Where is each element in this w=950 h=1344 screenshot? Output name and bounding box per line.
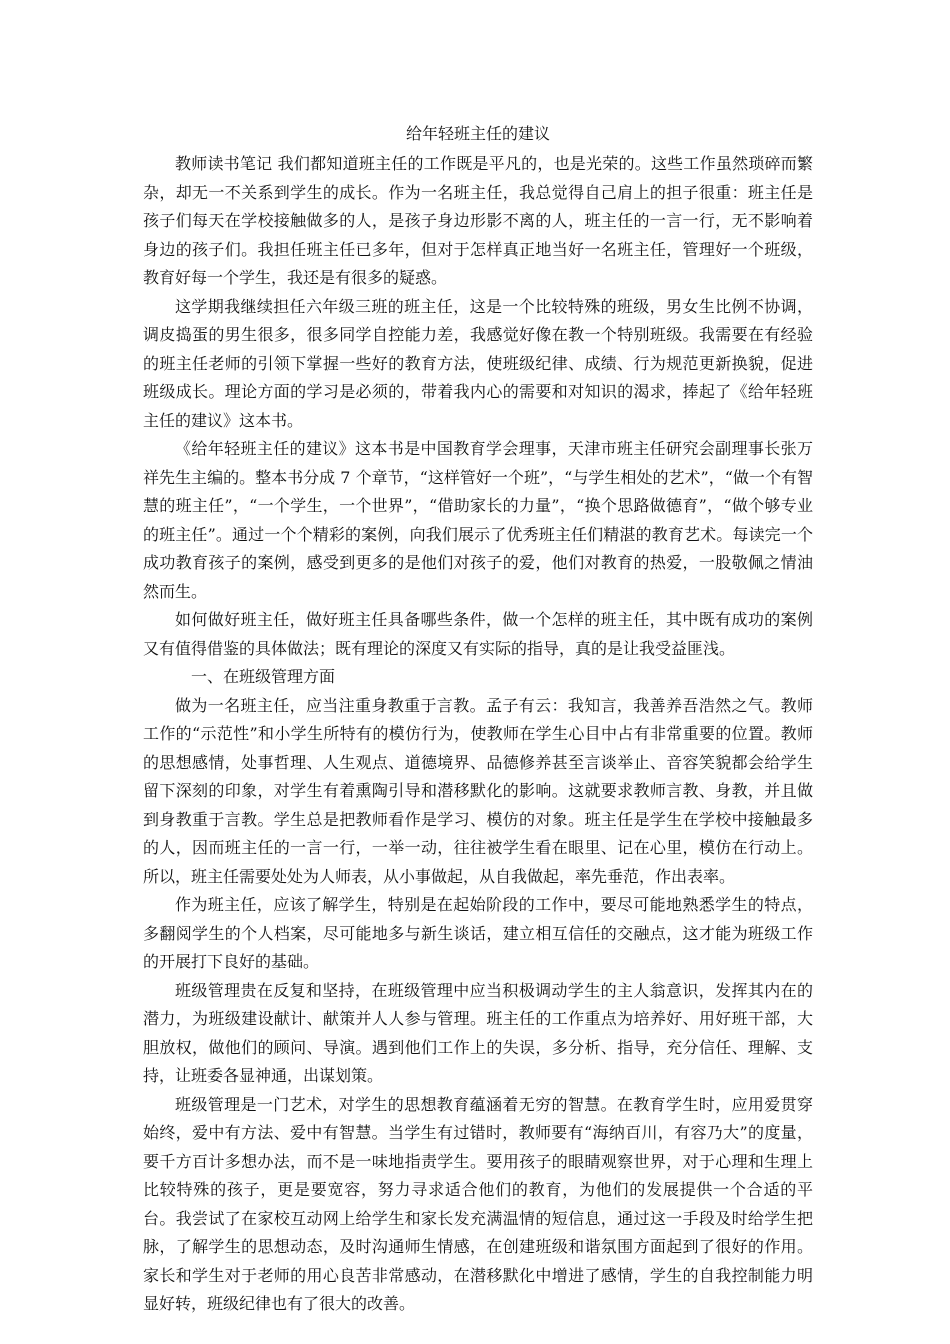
paragraph-lead-by-example: 做为一名班主任，应当注重身教重于言教。孟子有云：我知言，我善养吾浩然之气。教师工作的“示范性”和小学生所特有的模仿行为，使教师在学生心目中占有非常重要的位置。教师的思想感情，处事哲理、人生观点、道德境界、品德修养甚至言谈举止、音容笑貌都会给学生留下深刻的印象，对学生有着熏陶引导和潜移默化的影响。这就要求教师言教、身教，并且做到身教重于言教。学生总是把教师看作是学习、模仿的对象。班主任是学生在学校中接触最多的人，因而班主任的一言一行，一举一动，往往被学生看在眼里、记在心里，模仿在行动上。所以，班主任需要处处为人师表，从小事做起，从自我做起，率先垂范，作出表率。 (143, 695, 813, 886)
paragraph-benefit: 如何做好班主任，做好班主任具备哪些条件，做一个怎样的班主任，其中既有成功的案例又有值得借鉴的具体做法；既有理论的深度又有实际的指导，真的是让我受益匪浅。 (143, 610, 813, 658)
section-heading: 一、在班级管理方面 (191, 667, 336, 686)
paragraph-class-situation: 这学期我继续担任六年级三班的班主任，这是一个比较特殊的班级，男女生比例不协调，调皮捣蛋的男生很多，很多同学自控能力差，我感觉好像在教一个特别班级。我需要在有经验的班主任老师的引领下掌握一些好的教育方法，使班级纪律、成绩、行为规范更新换貌，促进班级成长。理论方面的学习是必须的，带着我内心的需要和对知识的渴求，捧起了《给年轻班主任的建议》这本书。 (143, 296, 813, 430)
paragraph-intro: 教师读书笔记 我们都知道班主任的工作既是平凡的，也是光荣的。这些工作虽然琐碎而繁杂，却无一不关系到学生的成长。作为一名班主任，我总觉得自己肩上的担子很重：班主任是孩子们每天在学校接触做多的人，是孩子身边形影不离的人，班主任的一言一行，无不影响着身边的孩子们。我担任班主任已多年，但对于怎样真正地当好一名班主任，管理好一个班级，教育好每一个学生，我还是有很多的疑惑。 (143, 154, 813, 287)
document-title: 给年轻班主任的建议 (405, 124, 550, 143)
paragraph-class-management: 班级管理贵在反复和坚持，在班级管理中应当积极调动学生的主人翁意识，发挥其内在的潜力，为班级建设献计、献策并人人参与管理。班主任的工作重点为培养好、用好班干部，大胆放权，做他们的顾问、导演。遇到他们工作上的失误，多分析、指导，充分信任、理解、支持，让班委各显神通，出谋划策。 (143, 980, 813, 1085)
paragraph-understand-students: 作为班主任，应该了解学生，特别是在起始阶段的工作中，要尽可能地熟悉学生的特点，多翻阅学生的个人档案，尽可能地多与新生谈话，建立相互信任的交融点，这才能为班级工作的开展打下良好的基础。 (143, 895, 813, 971)
paragraph-management-art: 班级管理是一门艺术，对学生的思想教育蕴涵着无穷的智慧。在教育学生时，应用爱贯穿始终，爱中有方法、爱中有智慧。当学生有过错时，教师要有“海纳百川，有容乃大”的度量，要千方百计多想办法，而不是一味地指责学生。要用孩子的眼睛观察世界，对于心理和生理上比较特殊的孩子，更是要宽容，努力寻求适合他们的教育，为他们的发展提供一个合适的平台。我尝试了在家校互动网上给学生和家长发充满温情的短信息，通过这一手段及时给学生把脉，了解学生的思想动态，及时沟通师生情感，在创建班级和谐氛围方面起到了很好的作用。家长和学生对于老师的用心良苦非常感动，在潜移默化中增进了感情，学生的自我控制能力明显好转，班级纪律也有了很大的改善。 (143, 1094, 813, 1313)
paragraph-book-summary: 《给年轻班主任的建议》这本书是中国教育学会理事，天津市班主任研究会副理事长张万祥先生主编的。整本书分成 7 个章节，“这样管好一个班”，“与学生相处的艺术”，“做一个有智慧的班主任”，“一个学生，一个世界”，“借助家长的力量”，“换个思路做德育”，“做个够专业的班主任”。通过一个个精彩的案例，向我们展示了优秀班主任们精湛的教育艺术。每读完一个成功教育孩子的案例，感受到更多的是他们对孩子的爱，他们对教育的热爱，一股敬佩之情油然而生。 (143, 439, 813, 601)
document-body (143, 120, 813, 1319)
